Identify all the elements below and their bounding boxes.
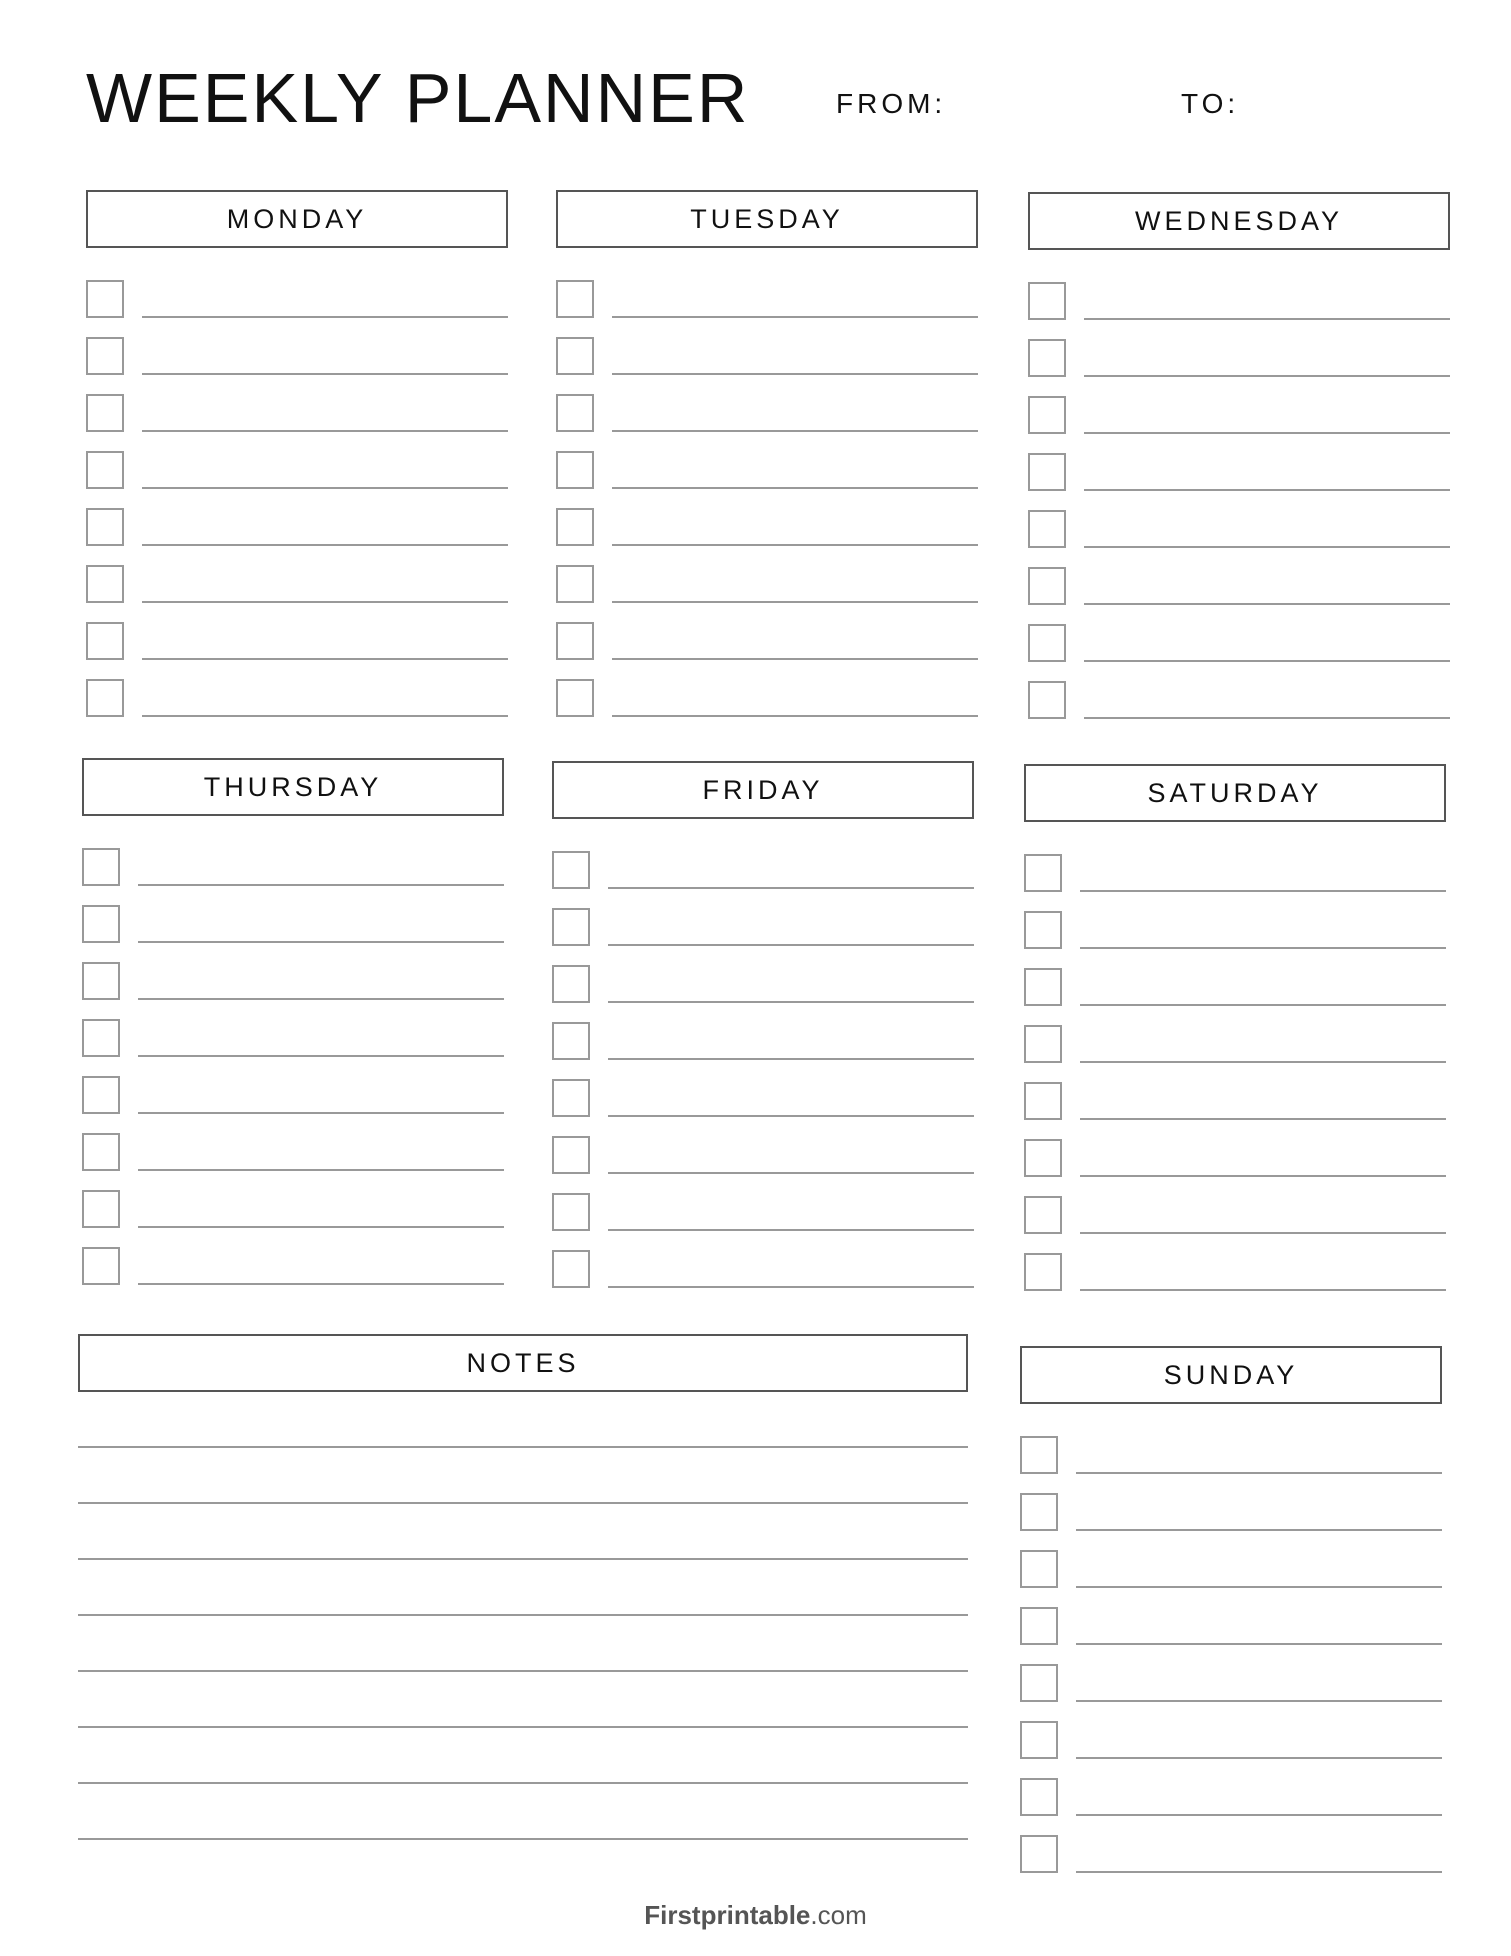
task-checkbox[interactable] <box>1024 1196 1062 1234</box>
task-checkbox[interactable] <box>82 905 120 943</box>
task-row <box>552 833 974 890</box>
task-list <box>86 262 508 718</box>
notes-write-line[interactable] <box>78 1616 968 1672</box>
task-checkbox[interactable] <box>1024 1139 1062 1177</box>
task-write-line[interactable] <box>608 1058 974 1060</box>
task-write-line[interactable] <box>1076 1757 1442 1759</box>
task-checkbox[interactable] <box>552 908 590 946</box>
task-checkbox[interactable] <box>1028 510 1066 548</box>
task-row <box>556 319 978 376</box>
day-block-thursday <box>82 758 504 1286</box>
task-write-line[interactable] <box>612 373 978 375</box>
task-write-line[interactable] <box>138 1169 504 1171</box>
task-checkbox[interactable] <box>86 508 124 546</box>
task-row <box>82 830 504 887</box>
task-checkbox[interactable] <box>1020 1550 1058 1588</box>
task-checkbox[interactable] <box>552 851 590 889</box>
task-row <box>82 887 504 944</box>
task-row <box>552 1175 974 1232</box>
task-row <box>82 1229 504 1286</box>
task-row <box>552 1061 974 1118</box>
notes-write-line[interactable] <box>78 1560 968 1616</box>
task-checkbox[interactable] <box>1028 396 1066 434</box>
task-row <box>1028 321 1450 378</box>
task-write-line[interactable] <box>142 430 508 432</box>
task-row <box>552 890 974 947</box>
task-row <box>86 376 508 433</box>
notes-lines <box>78 1392 968 1840</box>
task-checkbox[interactable] <box>1028 453 1066 491</box>
day-block-tuesday <box>556 190 978 718</box>
task-row <box>552 947 974 1004</box>
task-write-line[interactable] <box>142 316 508 318</box>
task-checkbox[interactable] <box>82 962 120 1000</box>
task-checkbox[interactable] <box>552 1079 590 1117</box>
task-write-line[interactable] <box>1084 546 1450 548</box>
task-write-line[interactable] <box>608 887 974 889</box>
task-checkbox[interactable] <box>556 280 594 318</box>
task-row <box>1028 549 1450 606</box>
task-checkbox[interactable] <box>1028 624 1066 662</box>
task-write-line[interactable] <box>612 316 978 318</box>
task-list <box>82 830 504 1286</box>
task-checkbox[interactable] <box>82 848 120 886</box>
task-row <box>1024 1178 1446 1235</box>
task-checkbox[interactable] <box>556 394 594 432</box>
notes-write-line[interactable] <box>78 1448 968 1504</box>
task-row <box>1020 1589 1442 1646</box>
task-write-line[interactable] <box>608 1229 974 1231</box>
notes-section <box>78 1334 968 1840</box>
task-row <box>86 547 508 604</box>
task-checkbox[interactable] <box>82 1133 120 1171</box>
task-write-line[interactable] <box>1080 1175 1446 1177</box>
task-row <box>86 262 508 319</box>
task-checkbox[interactable] <box>1024 1082 1062 1120</box>
task-write-line[interactable] <box>1076 1643 1442 1645</box>
task-checkbox[interactable] <box>556 451 594 489</box>
task-row <box>1028 606 1450 663</box>
task-write-line[interactable] <box>608 1172 974 1174</box>
task-row <box>556 262 978 319</box>
task-write-line[interactable] <box>1084 603 1450 605</box>
task-checkbox[interactable] <box>82 1190 120 1228</box>
task-checkbox[interactable] <box>86 679 124 717</box>
notes-write-line[interactable] <box>78 1392 968 1448</box>
day-header: SATURDAY <box>1024 764 1446 822</box>
task-write-line[interactable] <box>612 658 978 660</box>
task-checkbox[interactable] <box>86 394 124 432</box>
task-row <box>552 1004 974 1061</box>
to-label: TO: <box>1181 88 1240 119</box>
task-row <box>1028 378 1450 435</box>
task-write-line[interactable] <box>138 1112 504 1114</box>
task-write-line[interactable] <box>142 658 508 660</box>
task-checkbox[interactable] <box>1020 1607 1058 1645</box>
task-write-line[interactable] <box>1076 1814 1442 1816</box>
task-row <box>82 1172 504 1229</box>
task-checkbox[interactable] <box>1028 567 1066 605</box>
task-checkbox[interactable] <box>1020 1835 1058 1873</box>
task-row <box>1020 1817 1442 1874</box>
task-write-line[interactable] <box>1080 1118 1446 1120</box>
task-write-line[interactable] <box>1080 1004 1446 1006</box>
from-label: FROM: <box>836 88 947 119</box>
task-write-line[interactable] <box>142 487 508 489</box>
task-checkbox[interactable] <box>556 508 594 546</box>
task-write-line[interactable] <box>1080 1289 1446 1291</box>
task-row <box>552 1118 974 1175</box>
notes-write-line[interactable] <box>78 1504 968 1560</box>
task-checkbox[interactable] <box>1024 1025 1062 1063</box>
task-checkbox[interactable] <box>82 1076 120 1114</box>
task-row <box>1020 1418 1442 1475</box>
task-write-line[interactable] <box>1080 890 1446 892</box>
task-row <box>1020 1760 1442 1817</box>
task-write-line[interactable] <box>608 1115 974 1117</box>
footer-brand <box>0 1900 1511 1931</box>
day-header: SUNDAY <box>1020 1346 1442 1404</box>
day-header: TUESDAY <box>556 190 978 248</box>
task-row <box>86 604 508 661</box>
task-checkbox[interactable] <box>1020 1664 1058 1702</box>
task-checkbox[interactable] <box>1024 854 1062 892</box>
task-write-line[interactable] <box>608 1286 974 1288</box>
day-block-monday <box>86 190 508 718</box>
task-list <box>1028 264 1450 720</box>
task-checkbox[interactable] <box>86 337 124 375</box>
task-row <box>1024 1007 1446 1064</box>
task-write-line[interactable] <box>138 941 504 943</box>
task-write-line[interactable] <box>138 1283 504 1285</box>
task-row <box>1028 663 1450 720</box>
task-checkbox[interactable] <box>86 451 124 489</box>
task-row <box>86 433 508 490</box>
task-row <box>82 1058 504 1115</box>
task-write-line[interactable] <box>612 487 978 489</box>
day-header: FRIDAY <box>552 761 974 819</box>
task-write-line[interactable] <box>138 998 504 1000</box>
task-write-line[interactable] <box>142 373 508 375</box>
task-row <box>1020 1475 1442 1532</box>
task-checkbox[interactable] <box>86 622 124 660</box>
task-write-line[interactable] <box>1076 1472 1442 1474</box>
task-write-line[interactable] <box>1084 318 1450 320</box>
day-block-saturday <box>1024 764 1446 1292</box>
task-write-line[interactable] <box>1084 432 1450 434</box>
task-write-line[interactable] <box>1084 717 1450 719</box>
task-write-line[interactable] <box>142 601 508 603</box>
task-write-line[interactable] <box>142 715 508 717</box>
task-row <box>1024 1121 1446 1178</box>
task-row <box>1020 1703 1442 1760</box>
task-checkbox[interactable] <box>556 565 594 603</box>
task-row <box>556 490 978 547</box>
task-write-line[interactable] <box>1076 1871 1442 1873</box>
task-row <box>1024 836 1446 893</box>
task-list <box>1020 1418 1442 1874</box>
task-row <box>1020 1532 1442 1589</box>
task-row <box>1020 1646 1442 1703</box>
task-write-line[interactable] <box>1080 1061 1446 1063</box>
task-write-line[interactable] <box>138 1055 504 1057</box>
day-block-sunday <box>1020 1346 1442 1874</box>
task-checkbox[interactable] <box>552 1193 590 1231</box>
task-write-line[interactable] <box>608 944 974 946</box>
task-list <box>556 262 978 718</box>
task-write-line[interactable] <box>608 1001 974 1003</box>
task-checkbox[interactable] <box>1020 1436 1058 1474</box>
task-row <box>1024 950 1446 1007</box>
day-block-friday <box>552 761 974 1289</box>
task-checkbox[interactable] <box>1024 1253 1062 1291</box>
task-row <box>82 1115 504 1172</box>
task-checkbox[interactable] <box>1024 968 1062 1006</box>
notes-write-line[interactable] <box>78 1728 968 1784</box>
task-checkbox[interactable] <box>1028 282 1066 320</box>
notes-write-line[interactable] <box>78 1672 968 1728</box>
task-row <box>1028 492 1450 549</box>
task-row <box>82 944 504 1001</box>
task-checkbox[interactable] <box>82 1247 120 1285</box>
task-checkbox[interactable] <box>1024 911 1062 949</box>
task-checkbox[interactable] <box>1020 1721 1058 1759</box>
planner-title: WEEKLY PLANNER <box>86 59 750 137</box>
task-checkbox[interactable] <box>82 1019 120 1057</box>
task-checkbox[interactable] <box>552 1136 590 1174</box>
task-row <box>556 604 978 661</box>
day-header: THURSDAY <box>82 758 504 816</box>
task-list <box>1024 836 1446 1292</box>
task-checkbox[interactable] <box>1028 339 1066 377</box>
task-row <box>82 1001 504 1058</box>
day-header: WEDNESDAY <box>1028 192 1450 250</box>
task-write-line[interactable] <box>1076 1586 1442 1588</box>
task-write-line[interactable] <box>138 1226 504 1228</box>
task-row <box>86 319 508 376</box>
task-row <box>1024 1064 1446 1121</box>
task-row <box>556 433 978 490</box>
task-checkbox[interactable] <box>86 565 124 603</box>
task-write-line[interactable] <box>1084 375 1450 377</box>
task-row <box>556 376 978 433</box>
task-row <box>1028 264 1450 321</box>
task-checkbox[interactable] <box>86 280 124 318</box>
task-row <box>1024 1235 1446 1292</box>
task-row <box>1028 435 1450 492</box>
day-header: MONDAY <box>86 190 508 248</box>
task-write-line[interactable] <box>612 544 978 546</box>
task-write-line[interactable] <box>1084 660 1450 662</box>
task-checkbox[interactable] <box>1020 1493 1058 1531</box>
notes-write-line[interactable] <box>78 1784 968 1840</box>
notes-header: NOTES <box>78 1334 968 1392</box>
task-row <box>86 661 508 718</box>
task-row <box>556 661 978 718</box>
task-checkbox[interactable] <box>556 337 594 375</box>
task-checkbox[interactable] <box>1028 681 1066 719</box>
task-write-line[interactable] <box>612 430 978 432</box>
task-checkbox[interactable] <box>552 1022 590 1060</box>
footer-brand-name: Firstprintable <box>644 1900 811 1930</box>
task-checkbox[interactable] <box>556 679 594 717</box>
day-block-wednesday <box>1028 192 1450 720</box>
task-checkbox[interactable] <box>1020 1778 1058 1816</box>
task-row <box>556 547 978 604</box>
task-write-line[interactable] <box>1076 1529 1442 1531</box>
task-checkbox[interactable] <box>556 622 594 660</box>
task-write-line[interactable] <box>1084 489 1450 491</box>
task-write-line[interactable] <box>142 544 508 546</box>
task-write-line[interactable] <box>612 715 978 717</box>
task-row <box>86 490 508 547</box>
task-list <box>552 833 974 1289</box>
task-write-line[interactable] <box>612 601 978 603</box>
task-row <box>1024 893 1446 950</box>
footer-brand-suffix: .com <box>810 1900 867 1930</box>
task-write-line[interactable] <box>1080 947 1446 949</box>
task-checkbox[interactable] <box>552 1250 590 1288</box>
task-row <box>552 1232 974 1289</box>
task-write-line[interactable] <box>138 884 504 886</box>
task-checkbox[interactable] <box>552 965 590 1003</box>
task-write-line[interactable] <box>1076 1700 1442 1702</box>
task-write-line[interactable] <box>1080 1232 1446 1234</box>
